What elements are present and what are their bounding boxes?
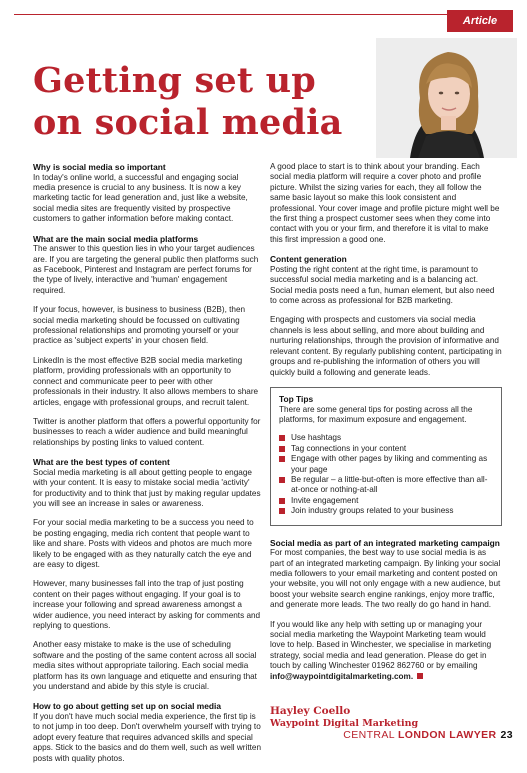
end-mark-icon <box>417 673 423 679</box>
author-name: Hayley Coello <box>270 705 351 717</box>
paragraph: For your social media marketing to be a success you need to be posting engaging, media rich content that people want to like and share. Posts with videos and photos are much more likely to be engaged with as they naturally catch the eye and are easy to digest. <box>33 518 254 569</box>
tip-item: Use hashtags <box>279 433 493 443</box>
heading-getting-set-up: How to go about getting set up on social media <box>33 701 221 712</box>
paragraph: Another easy mistake to make is the use of scheduling software and the posting of the same content across all social media sites without appropriate tailoring. Each social media platform has its own language and etiquette and ensuring that you understand and abide by this style is crucial. <box>33 640 257 692</box>
tip-item: Invite engagement <box>279 496 493 506</box>
page-number: 23 <box>500 729 513 741</box>
author-photo <box>376 38 517 158</box>
paragraph: A good place to start is to think about your branding. Each social media platform will require a cover photo and profile picture. Whilst the sizing varies for each, they all follow the same basic layout so make this look consistent and professional. Your cover image and profile picture might well be the first thing a prospect customer sees when they come into contact with you or your firm, and therefore it is vital to make this first impression a good one. <box>270 162 500 244</box>
top-tips-heading: Top Tips <box>279 393 314 404</box>
author-portrait-image <box>376 38 517 158</box>
heading-content-generation: Content generation <box>270 254 347 265</box>
article-title: Getting set up on social media <box>33 60 343 143</box>
author-byline <box>270 705 418 730</box>
paragraph: Social media marketing is all about getting people to engage with your content. It is easy to mistake social media 'activity' for productivity and to think that just by making regular updates you will see an increase in sales or awareness. <box>33 467 261 508</box>
square-bullet-icon <box>279 456 285 462</box>
paragraph: Posting the right content at the right time, is paramount to successful social media marketing and is a balancing act. Social media posts need a fun, human element, but also need to come across as professional for B2B marketing. <box>270 264 495 306</box>
right-column <box>270 162 502 691</box>
heading-integrated-campaign: Social media as part of an integrated marketing campaign <box>270 537 500 548</box>
publication-name: CENTRAL LONDON LAWYER <box>343 729 497 741</box>
paragraph: LinkedIn is the most effective B2B social media marketing platform, providing professionals with an opportunity to connect and communicate peer to peer with other professionals in their industry. It also allows members to share articles, engage with professional groups, and recruit talent. <box>33 355 259 407</box>
heading-main-platforms: What are the main social media platforms <box>33 233 199 244</box>
top-tips-list <box>279 433 493 516</box>
square-bullet-icon <box>279 446 285 452</box>
page-footer <box>343 728 513 742</box>
section-tag: Article <box>447 10 513 32</box>
heading-why-important: Why is social media so important <box>33 162 166 172</box>
paragraph: However, many businesses fall into the trap of just posting content on their pages without engaging. If your goal is to increase your following and spread awareness amongst a wider audience, you need interact by asking for comments and replying to questions. <box>33 579 261 630</box>
paragraph: Twitter is another platform that offers a powerful opportunity for businesses to reach a wider audience and build meaningful relationships by posting links to valued content. <box>33 416 261 447</box>
paragraph: If your focus, however, is business to business (B2B), then social media marketing should be focussed on cultivating professional relationships and promoting yourself or your practice as 'subject experts' in your chosen field. <box>33 305 246 346</box>
paragraph: If you don't have much social media experience, the first tip is to not jump in too deep. Don't overwhelm yourself with trying to adopt every feature that requires advanced skills and special apps. Stick to the basics and do them well, such as well written posts with quality photos. <box>33 712 261 763</box>
square-bullet-icon <box>279 477 285 483</box>
top-tips-intro: There are some general tips for posting across all the platforms, for maximum exposure and engagement. <box>279 404 473 424</box>
tip-item: Be regular – a little-but-often is more effective than all-at-once or nothing-at-all <box>279 475 493 496</box>
top-rule <box>14 14 459 15</box>
paragraph: If you would like any help with setting up or managing your social media marketing the Waypoint Marketing team would love to help. Based in Winchester, we specialise in marketing strategy, social media and lead generation. Please do get in touch by calling Winchester 01962 862760 or by emailing info@waypointdigitalmarketing.com. <box>270 619 492 681</box>
top-tips-box <box>270 387 502 526</box>
square-bullet-icon <box>279 498 285 504</box>
tip-item: Engage with other pages by liking and commenting as your page <box>279 454 493 475</box>
paragraph: For most companies, the best way to use social media is as part of an integrated marketing campaign. By linking your social media followers to your email marketing and content posted on your website, you will not only engage with a new audience, but boost your website search engine rankings, enjoy more traffic, and generate more leads. The two really do go hand in hand. <box>270 548 501 610</box>
paragraph: The answer to this question lies in who your target audiences are. If you are targeting the general public then platforms such as Facebook, Pinterest and Instagram are perfect forums for the type of lively, interactive and 'human' engagement required. <box>33 244 259 295</box>
heading-best-content: What are the best types of content <box>33 457 170 468</box>
tip-item: Tag connections in your content <box>279 444 493 454</box>
contact-email-link[interactable]: info@waypointdigitalmarketing.com. <box>270 671 414 681</box>
paragraph: In today's online world, a successful and engaging social media presence is crucial to any business. It is now a key marketing tactic for lead generation and, just like a website, social media sites are frequently visited by prospective customers to gather information before making contact. <box>33 172 248 224</box>
paragraph: Engaging with prospects and customers via social media channels is less about selling, and more about building and nurturing relationships, through the provision of informative and relevant content. By regularly publishing content, participating in groups and re-publishing the information of others you will quickly build a following and generate leads. <box>270 315 502 377</box>
tip-item: Join industry groups related to your business <box>279 506 493 516</box>
square-bullet-icon <box>279 435 285 441</box>
square-bullet-icon <box>279 508 285 514</box>
author-company: Waypoint Digital Marketing <box>270 718 419 729</box>
left-column <box>33 162 261 773</box>
